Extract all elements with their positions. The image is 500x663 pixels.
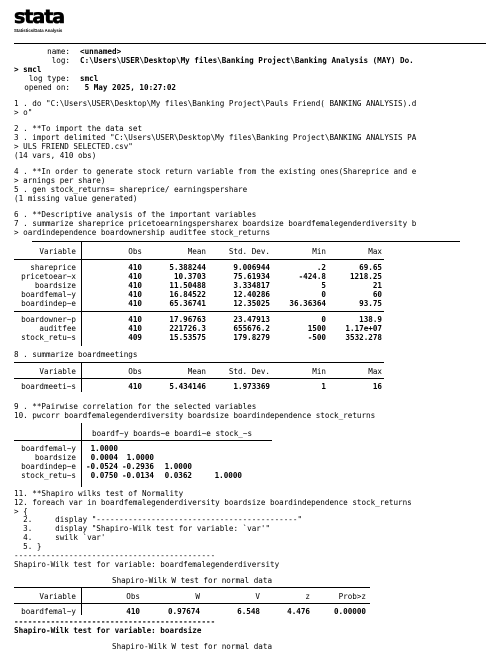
row-label: stock_retu~s — [21, 471, 76, 480]
row-label: boardindep~e — [21, 299, 76, 308]
opened-value: 5 May 2025, 10:27:02 — [80, 83, 177, 92]
cell-value: 12.40286 — [233, 290, 270, 299]
cmd-line-10: 10. pwcorr boardfemalegenderdiversity boardsize boardindependence stock_returns — [14, 411, 376, 420]
stata-logo-tagline: Statistics/Data Analysis — [14, 28, 63, 33]
cmd-line-4-cont: > arnings per share) — [14, 176, 106, 185]
cell-value: 16.84522 — [169, 290, 206, 299]
cell-value: 410 — [128, 263, 142, 272]
cmd-line-11: 11. **Shapiro wilks test of Normality — [14, 489, 184, 498]
loop-line-3: 3. display "Shapiro-Wilk test for variable: `var'" — [14, 524, 271, 533]
col-header: Variable — [39, 367, 76, 376]
table-divider — [81, 587, 82, 615]
cell-value: 1.0000 — [214, 471, 242, 480]
cell-value: 0.0004 — [90, 453, 118, 462]
col-header: Variable — [39, 592, 76, 601]
cell-value: 69.65 — [359, 263, 382, 272]
row-label: shareprice — [30, 263, 76, 272]
table-rule — [14, 378, 384, 379]
stata-logo-word: stata — [14, 6, 65, 28]
stata-logo — [14, 6, 65, 35]
col-header: Mean — [187, 367, 206, 376]
cell-value: 0 — [321, 315, 326, 324]
table-rule — [14, 259, 384, 260]
table-divider — [81, 241, 82, 346]
col-header: Variable — [39, 247, 76, 256]
cell-value: 1.0000 — [164, 462, 192, 471]
cell-value: 4.476 — [287, 607, 310, 616]
sw-table-title-2: Shapiro-Wilk W test for normal data — [112, 642, 273, 651]
cell-value: 75.61934 — [233, 272, 270, 281]
cell-value: 5.434146 — [169, 382, 206, 391]
row-label: boardsize — [34, 453, 76, 462]
loop-line-4: 4. swilk `var' — [14, 533, 106, 542]
log-value-cont: > smcl — [14, 65, 42, 74]
cell-value: 1.0000 — [90, 444, 118, 453]
opened-label: opened on: — [24, 83, 70, 92]
row-label: boardfemal~y — [21, 607, 76, 616]
cell-value: 0 — [321, 290, 326, 299]
logtype-value: smcl — [80, 74, 99, 83]
cell-value: 23.47913 — [233, 315, 270, 324]
cmd-line-3: 3 . import delimited "C:\Users\USER\Desktop\My files\Banking Project\BANKING ANALYSIS PA — [14, 133, 417, 142]
col-header: Obs — [126, 592, 140, 601]
col-header: Mean — [187, 247, 206, 256]
cell-value: 0.00000 — [333, 607, 366, 616]
col-header: Max — [368, 247, 382, 256]
cmd-line-4: 4 . **In order to generate stock return variable from the existing ones(Shareprice and e — [14, 167, 417, 176]
col-header: Obs — [128, 367, 142, 376]
cmd-line-12: 12. foreach var in boardfemalegenderdiversity boardsize boardindependence stock_returns — [14, 498, 412, 507]
cell-value: 0.0750 — [90, 471, 118, 480]
row-label: boardindep~e — [21, 462, 76, 471]
col-header: Obs — [128, 247, 142, 256]
table-rule — [14, 603, 370, 604]
cell-value: 6.548 — [237, 607, 260, 616]
sw-table-title: Shapiro-Wilk W test for normal data — [112, 576, 273, 585]
cell-value: 1.0000 — [126, 453, 154, 462]
cell-value: 410 — [128, 315, 142, 324]
row-label: stock_retu~s — [21, 333, 76, 342]
cell-value: 17.96763 — [169, 315, 206, 324]
sw-test-title-2: Shapiro-Wilk test for variable: boardsize — [14, 626, 202, 635]
cmd-line-1: 1 . do "C:\Users\USER\Desktop\My files\Banking Project\Pauls Friend( BANKING ANALYSIS).d — [14, 99, 417, 108]
cell-value: 36.36364 — [289, 299, 326, 308]
col-header: Prob>z — [338, 592, 366, 601]
cmd-line-1-cont: > o" — [14, 108, 33, 117]
col-header: z — [305, 592, 310, 601]
cmd-line-9: 9 . **Pairwise correlation for the selected variables — [14, 402, 257, 411]
dash-line-2: -------------------------------------------- — [14, 617, 216, 626]
cell-value: 410 — [128, 281, 142, 290]
table-rule — [32, 241, 460, 242]
row-label: boardowner~p — [21, 315, 76, 324]
corr-header: boardf~y boards~e boardi~e stock_~s — [92, 429, 253, 438]
cmd-line-12-cont: > { — [14, 507, 28, 516]
cell-value: 15.53575 — [169, 333, 206, 342]
table-rule — [14, 311, 384, 312]
cell-value: 9.006944 — [233, 263, 270, 272]
col-header: Max — [368, 367, 382, 376]
cell-value: -500 — [307, 333, 326, 342]
cell-value: 1500 — [307, 324, 326, 333]
cell-value: 1218.25 — [349, 272, 382, 281]
col-header: W — [195, 592, 200, 601]
header-rule — [14, 43, 486, 44]
row-label: boardsize — [34, 281, 76, 290]
table-divider — [81, 362, 82, 392]
cell-value: 221726.3 — [169, 324, 206, 333]
cell-value: 410 — [126, 607, 140, 616]
cmd-line-6: 6 . **Descriptive analysis of the important variables — [14, 210, 257, 219]
loop-line-2: 2. display "--------------------------------------------" — [14, 515, 303, 524]
cell-value: 65.36741 — [169, 299, 206, 308]
row-label: boardmeeti~s — [21, 382, 76, 391]
cell-value: 5 — [321, 281, 326, 290]
cell-value: -424.8 — [298, 272, 326, 281]
loop-line-5: 5. } — [14, 542, 42, 551]
cell-value: 410 — [128, 382, 142, 391]
logtype-label: log type: — [28, 74, 70, 83]
table-rule — [14, 587, 370, 588]
cell-value: 1.17e+07 — [345, 324, 382, 333]
cmd-line-3-cont: > ULS FRIEND SELECTED.csv" — [14, 142, 133, 151]
row-label: pricetoear~x — [21, 272, 76, 281]
cell-value: 3.334817 — [233, 281, 270, 290]
cell-value: -0.0524 — [85, 462, 118, 471]
log-label: log: — [51, 56, 70, 65]
gen-result: (1 missing value generated) — [14, 194, 138, 203]
row-label: boardfemal~y — [21, 290, 76, 299]
sw-test-title: Shapiro-Wilk test for variable: boardfemalegenderdiversity — [14, 560, 280, 569]
cell-value: 655676.2 — [233, 324, 270, 333]
cell-value: 410 — [128, 324, 142, 333]
cell-value: 5.388244 — [169, 263, 206, 272]
table-rule — [14, 440, 272, 441]
col-header: Min — [312, 367, 326, 376]
col-header: Std. Dev. — [228, 367, 270, 376]
name-label: name: — [47, 47, 70, 56]
table-rule — [14, 362, 384, 363]
cell-value: 93.75 — [359, 299, 382, 308]
cell-value: 11.50488 — [169, 281, 206, 290]
cell-value: 409 — [128, 333, 142, 342]
cell-value: 1 — [321, 382, 326, 391]
cell-value: 21 — [372, 281, 382, 290]
col-header: Min — [312, 247, 326, 256]
cell-value: 410 — [128, 290, 142, 299]
dash-line: -------------------------------------------- — [14, 551, 216, 560]
cmd-line-5: 5 . gen stock_returns= shareprice/ earningspershare — [14, 185, 248, 194]
cell-value: 0.97674 — [167, 607, 200, 616]
import-result: (14 vars, 410 obs) — [14, 151, 97, 160]
cell-value: .2 — [316, 263, 326, 272]
cell-value: 410 — [128, 272, 142, 281]
cell-value: 1.973369 — [233, 382, 270, 391]
cmd-line-7: 7 . summarize shareprice pricetoearningspersharex boardsize boardfemalegenderdiversity b — [14, 219, 417, 228]
cell-value: 12.35025 — [233, 299, 270, 308]
name-value: <unnamed> — [80, 47, 122, 56]
row-label: auditfee — [39, 324, 76, 333]
cell-value: 179.8279 — [233, 333, 270, 342]
cmd-line-8: 8 . summarize boardmeetings — [14, 350, 138, 359]
cell-value: 10.3703 — [173, 272, 206, 281]
cell-value: -0.2936 — [121, 462, 154, 471]
log-value: C:\Users\USER\Desktop\My files\Banking Project\Banking Analysis (MAY) Do. — [80, 56, 414, 65]
cmd-line-7-cont: > oardindependence boardownership auditfee stock_returns — [14, 228, 271, 237]
col-header: Std. Dev. — [228, 247, 270, 256]
cmd-line-2: 2 . **To import the data set — [14, 124, 143, 133]
row-label: boardfemal~y — [21, 444, 76, 453]
cell-value: 3532.278 — [345, 333, 382, 342]
col-header: V — [255, 592, 260, 601]
cell-value: 0.0362 — [164, 471, 192, 480]
cell-value: 60 — [372, 290, 382, 299]
cell-value: 138.9 — [359, 315, 382, 324]
cell-value: 410 — [128, 299, 142, 308]
cell-value: 16 — [372, 382, 382, 391]
cell-value: -0.0134 — [121, 471, 154, 480]
